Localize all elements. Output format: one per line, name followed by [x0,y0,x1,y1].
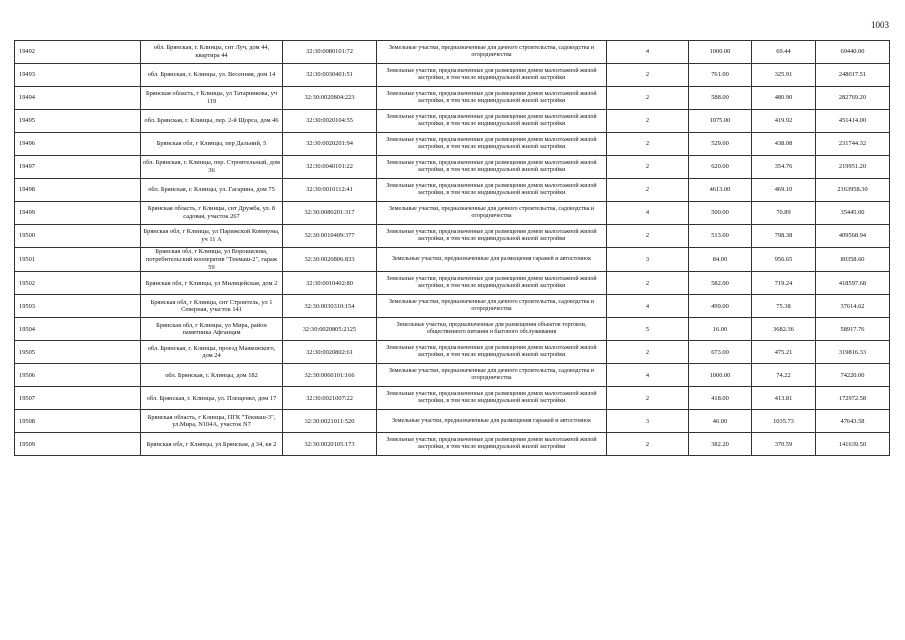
address-cell: Брянская обл, г Клинцы, снт Строитель, ул 1 Северная, участок 141 [141,295,283,318]
cadastral-number-cell: 32:30:0020805:2125 [283,318,377,341]
land-use-cell: Земельные участки, предназначенные для размещения домов малоэтажной жилой застройки, в том числе индивидуальной жилой застройки [377,156,607,179]
use-group-cell: 2 [607,433,689,456]
specific-value-cell: 413.81 [752,387,816,410]
table-row [15,225,890,248]
address-cell: Брянская обл, г Клинцы, ул Милицейская, дом 2 [141,272,283,295]
table-row [15,433,890,456]
address-cell: обл. Брянская, г. Клинцы, пер. Строительный, дом 36 [141,156,283,179]
land-use-cell: Земельные участки, предназначенные для размещения гаражей и автостоянок [377,410,607,433]
table-row [15,272,890,295]
cadastral-value-cell: 37614.62 [816,295,890,318]
row-number-cell: 19507 [15,387,141,410]
land-use-cell: Земельные участки, предназначенные для дачного строительства, садоводства и огородничества [377,202,607,225]
table-row [15,110,890,133]
row-number-cell: 19506 [15,364,141,387]
area-cell: 582.00 [689,272,752,295]
specific-value-cell: 3682.36 [752,318,816,341]
row-number-cell: 19495 [15,110,141,133]
land-use-cell: Земельные участки, предназначенные для размещения объектов торговли, общественного питания и бытового обслуживания [377,318,607,341]
address-cell: обл. Брянская, г. Клинцы, снт Луч, дом 44, квартира 44 [141,41,283,64]
specific-value-cell: 370.59 [752,433,816,456]
land-use-cell: Земельные участки, предназначенные для дачного строительства, садоводства и огородничества [377,295,607,318]
page-number: 1003 [871,20,889,30]
use-group-cell: 2 [607,64,689,87]
table-row [15,202,890,225]
address-cell: Брянская обл, г Клинцы, ул Мира, район памятника Афганцам [141,318,283,341]
row-number-cell: 19499 [15,202,141,225]
area-cell: 16.00 [689,318,752,341]
cadastral-value-cell: 282769.20 [816,87,890,110]
area-cell: 513.00 [689,225,752,248]
table-row [15,41,890,64]
row-number-cell: 19492 [15,41,141,64]
cadastral-value-cell: 409568.94 [816,225,890,248]
cadastral-value-cell: 319816.33 [816,341,890,364]
use-group-cell: 5 [607,318,689,341]
row-number-cell: 19509 [15,433,141,456]
specific-value-cell: 475.21 [752,341,816,364]
address-cell: обл. Брянская, г. Клинцы, ул. Гагарина, дом 75 [141,179,283,202]
cadastral-value-table [14,40,890,456]
land-use-cell: Земельные участки, предназначенные для размещения домов малоэтажной жилой застройки, в том числе индивидуальной жилой застройки [377,64,607,87]
address-cell: Брянская обл, г Клинцы, ул Ворошилова, потребительский кооператив "Текмаш-2", гараж 59 [141,248,283,272]
cadastral-number-cell: 32:30:0020105:173 [283,433,377,456]
cadastral-number-cell: 32:30:0020802:61 [283,341,377,364]
land-use-cell: Земельные участки, предназначенные для размещения домов малоэтажной жилой застройки, в том числе индивидуальной жилой застройки [377,179,607,202]
specific-value-cell: 419.92 [752,110,816,133]
address-cell: Брянская обл, г Клинцы, ул Брянская, д 34, кв 2 [141,433,283,456]
use-group-cell: 3 [607,248,689,272]
land-use-cell: Земельные участки, предназначенные для размещения домов малоэтажной жилой застройки, в том числе индивидуальной жилой застройки [377,272,607,295]
cadastral-number-cell: 32:30:0010409:377 [283,225,377,248]
specific-value-cell: 70.89 [752,202,816,225]
cadastral-value-cell: 80358.60 [816,248,890,272]
use-group-cell: 3 [607,410,689,433]
row-number-cell: 19503 [15,295,141,318]
row-number-cell: 19504 [15,318,141,341]
table-row [15,87,890,110]
use-group-cell: 4 [607,202,689,225]
land-use-cell: Земельные участки, предназначенные для размещения гаражей и автостоянок [377,248,607,272]
cadastral-number-cell: 32:30:0020104:55 [283,110,377,133]
cadastral-number-cell: 32:30:0030310:154 [283,295,377,318]
use-group-cell: 2 [607,341,689,364]
use-group-cell: 2 [607,387,689,410]
specific-value-cell: 798.38 [752,225,816,248]
table-row [15,179,890,202]
area-cell: 761.00 [689,64,752,87]
address-cell: Брянская область, г Клинцы, ПГК "Текмаш-3", ул.Мира, N104А, участок N7 [141,410,283,433]
specific-value-cell: 354.76 [752,156,816,179]
use-group-cell: 2 [607,133,689,156]
specific-value-cell: 69.44 [752,41,816,64]
land-use-cell: Земельные участки, предназначенные для дачного строительства, садоводства и огородничества [377,364,607,387]
row-number-cell: 19498 [15,179,141,202]
use-group-cell: 2 [607,110,689,133]
use-group-cell: 2 [607,179,689,202]
area-cell: 499.00 [689,295,752,318]
area-cell: 46.00 [689,410,752,433]
use-group-cell: 2 [607,225,689,248]
cadastral-value-cell: 248017.51 [816,64,890,87]
address-cell: обл. Брянская, г. Клинцы, ул. Весенняя, дом 14 [141,64,283,87]
cadastral-number-cell: 32:30:0040101:22 [283,156,377,179]
row-number-cell: 19508 [15,410,141,433]
land-use-cell: Земельные участки, предназначенные для размещения домов малоэтажной жилой застройки, в том числе индивидуальной жилой застройки [377,433,607,456]
address-cell: обл. Брянская, г. Клинцы, пер. 2-й Щорса, дом 46 [141,110,283,133]
cadastral-value-cell: 69440.00 [816,41,890,64]
cadastral-value-cell: 47643.58 [816,410,890,433]
row-number-cell: 19500 [15,225,141,248]
specific-value-cell: 1035.73 [752,410,816,433]
cadastral-value-cell: 172972.58 [816,387,890,410]
land-use-cell: Земельные участки, предназначенные для размещения домов малоэтажной жилой застройки, в том числе индивидуальной жилой застройки [377,341,607,364]
cadastral-number-cell: 32:30:0080201:317 [283,202,377,225]
land-use-cell: Земельные участки, предназначенные для размещения домов малоэтажной жилой застройки, в том числе индивидуальной жилой застройки [377,225,607,248]
row-number-cell: 19493 [15,64,141,87]
cadastral-number-cell: 32:30:0030401:51 [283,64,377,87]
use-group-cell: 4 [607,41,689,64]
land-use-cell: Земельные участки, предназначенные для дачного строительства, садоводства и огородничества [377,41,607,64]
cadastral-number-cell: 32:30:0010402:80 [283,272,377,295]
cadastral-number-cell: 32:30:0020804:223 [283,87,377,110]
use-group-cell: 2 [607,87,689,110]
table-row [15,156,890,179]
area-cell: 673.00 [689,341,752,364]
area-cell: 418.00 [689,387,752,410]
table-body [15,41,890,456]
address-cell: обл. Брянская, г. Клинцы, проезд Маяковского, дом 24 [141,341,283,364]
use-group-cell: 2 [607,272,689,295]
cadastral-value-cell: 231744.32 [816,133,890,156]
address-cell: обл. Брянская, г. Клинцы, дом 182 [141,364,283,387]
area-cell: 4613.00 [689,179,752,202]
land-use-cell: Земельные участки, предназначенные для размещения домов малоэтажной жилой застройки, в том числе индивидуальной жилой застройки [377,110,607,133]
specific-value-cell: 74.22 [752,364,816,387]
area-cell: 500.00 [689,202,752,225]
table-row [15,295,890,318]
specific-value-cell: 480.90 [752,87,816,110]
area-cell: 588.00 [689,87,752,110]
table-row [15,341,890,364]
table-row [15,64,890,87]
specific-value-cell: 469.10 [752,179,816,202]
cadastral-value-cell: 219951.20 [816,156,890,179]
cadastral-number-cell: 32:30:0020201:94 [283,133,377,156]
specific-value-cell: 438.08 [752,133,816,156]
cadastral-value-cell: 74220.00 [816,364,890,387]
row-number-cell: 19505 [15,341,141,364]
table-row [15,318,890,341]
use-group-cell: 4 [607,295,689,318]
table-row [15,248,890,272]
cadastral-value-cell: 2163958.30 [816,179,890,202]
cadastral-number-cell: 32:30:0021011:520 [283,410,377,433]
address-cell: Брянская область, г Клинцы, ул Татарникова, уч 119 [141,87,283,110]
cadastral-value-cell: 58917.76 [816,318,890,341]
cadastral-value-cell: 35445.00 [816,202,890,225]
row-number-cell: 19501 [15,248,141,272]
cadastral-number-cell: 32:30:0020806:833 [283,248,377,272]
address-cell: Брянская обл, г Клинцы, ул Парижской Коммуны, уч 11 А [141,225,283,248]
specific-value-cell: 719.24 [752,272,816,295]
use-group-cell: 4 [607,364,689,387]
specific-value-cell: 325.91 [752,64,816,87]
cadastral-value-cell: 141639.50 [816,433,890,456]
area-cell: 382.20 [689,433,752,456]
address-cell: обл. Брянская, г. Клинцы, ул. Плещенко, дом 17 [141,387,283,410]
specific-value-cell: 956.65 [752,248,816,272]
area-cell: 1000.00 [689,364,752,387]
cadastral-number-cell: 32:30:0021007:22 [283,387,377,410]
area-cell: 1000.00 [689,41,752,64]
table-row [15,133,890,156]
specific-value-cell: 75.38 [752,295,816,318]
table-row [15,410,890,433]
row-number-cell: 19494 [15,87,141,110]
area-cell: 620.00 [689,156,752,179]
table-row [15,364,890,387]
cadastral-number-cell: 32:30:0060101:166 [283,364,377,387]
use-group-cell: 2 [607,156,689,179]
address-cell: Брянская обл, г Клинцы, пер Дальний, 5 [141,133,283,156]
area-cell: 1075.00 [689,110,752,133]
row-number-cell: 19496 [15,133,141,156]
area-cell: 529.00 [689,133,752,156]
cadastral-number-cell: 32:30:0080101:72 [283,41,377,64]
cadastral-number-cell: 32:30:0010112:41 [283,179,377,202]
area-cell: 84.00 [689,248,752,272]
table-row [15,387,890,410]
cadastral-value-cell: 418597.68 [816,272,890,295]
land-use-cell: Земельные участки, предназначенные для размещения домов малоэтажной жилой застройки, в том числе индивидуальной жилой застройки [377,133,607,156]
land-use-cell: Земельные участки, предназначенные для размещения домов малоэтажной жилой застройки, в том числе индивидуальной жилой застройки [377,387,607,410]
row-number-cell: 19497 [15,156,141,179]
land-use-cell: Земельные участки, предназначенные для размещения домов малоэтажной жилой застройки, в том числе индивидуальной жилой застройки [377,87,607,110]
row-number-cell: 19502 [15,272,141,295]
address-cell: Брянская область, г Клинцы, снт Дружба, ул. 8 садовая, участок 267 [141,202,283,225]
cadastral-value-cell: 451414.00 [816,110,890,133]
